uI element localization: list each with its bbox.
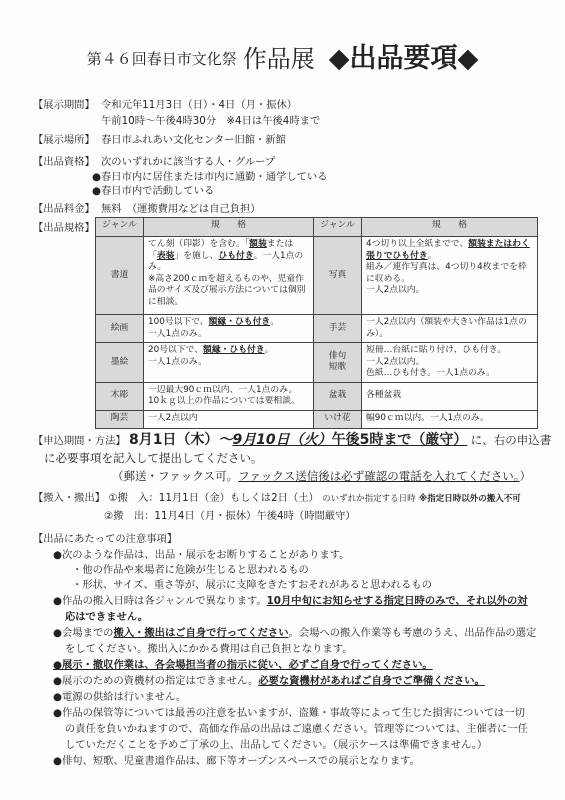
spec-text: または「 [148, 239, 294, 261]
fee-value: 無料 （運搬費用などは自己負担） [101, 203, 261, 215]
carry-out-prefix: ②搬 出： [104, 510, 155, 522]
note-item [53, 674, 485, 688]
apply-start-date: 8月1日（木） [128, 432, 219, 448]
spec-text: 短冊…台紙に貼り付け、ひも付き。 [366, 345, 507, 355]
carry-label: 【搬入・搬出】 [33, 492, 106, 504]
table-row [96, 343, 538, 383]
note-continuation: 応はできません。 [65, 611, 148, 623]
spec-text: 一人2点以内。 [366, 285, 425, 295]
spec-text: 10ｋｇ以上の作品については要相談。 [148, 396, 300, 406]
period-section [33, 98, 321, 127]
note-item: ●次のような作品は、出品・展示をお断りすることがあります。 [53, 549, 350, 561]
apply-line-3 [112, 469, 531, 483]
note-item: ●展示・撤収作業は、各会場担当者の指示に従い、必ずご自身で行ってください。 [53, 659, 433, 671]
note-text: ●会場までの [53, 627, 114, 639]
apply-section [33, 432, 551, 449]
period-line-1: 令和元年11月3日（日）・4日（月・振休） [101, 99, 298, 111]
apply-after: に、右の申込書 [470, 433, 552, 447]
venue-label: 【展示場所】 [33, 134, 95, 146]
spec-cell [144, 315, 314, 343]
genre-cell: 墨絵 [96, 343, 144, 383]
spec-text-emphasis: 額縁・ひも付き [203, 345, 265, 355]
note-continuation: をしてください。搬出入にかかる費用は自己負担となります。 [65, 643, 353, 655]
carry-in-note: ※指定日時以外の搬入不可 [418, 494, 521, 504]
spec-text-emphasis: 額装 [249, 239, 267, 249]
genre-cell: 手芸 [314, 315, 362, 343]
column-header: ジャンル [96, 218, 144, 237]
exhibit-name: 作品展 [242, 45, 315, 73]
genre-cell: 陶芸 [96, 410, 144, 428]
spec-cell: 一人2点以内 [144, 410, 314, 428]
spec-text: 4つ切り以上全紙までで、 [366, 239, 469, 249]
carry-in-small: のいずれか指定する日時 [322, 494, 416, 504]
spec-cell [144, 343, 314, 383]
eligibility-value: 次のいずれかに該当する人・グループ [101, 156, 276, 168]
note-item [53, 626, 536, 640]
spec-cell [362, 237, 538, 315]
genre-cell: 書道 [96, 237, 144, 315]
apply-tilde: ～ [218, 432, 233, 448]
spec-text: 一人1点のみ。 [148, 356, 207, 367]
note-continuation: の責任を負いかねますので、高価な作品の出品はご遠慮ください。管理等については、主催者に一任 [65, 723, 528, 735]
spec-text-emphasis: ひも付き [218, 250, 254, 261]
eligibility-section [33, 155, 276, 169]
spec-text-emphasis: 額縁・ひも付き [208, 317, 271, 327]
notes-label: 【出品にあたっての注意事項】 [33, 533, 178, 545]
apply-line-3-emphasis: ファックス送信後は必ず確認の電話を入れてください。 [238, 469, 520, 483]
genre-cell: 俳句 短歌 [314, 343, 362, 383]
document-title [0, 36, 565, 75]
spec-text: 。一人1点のみ。 [148, 250, 304, 272]
table-row [96, 410, 538, 428]
carry-out-value: 11月4日（月・振休）午後4時（時間厳守） [154, 510, 356, 522]
spec-note: ※高さ200ｃｍを超えるものや、児童作品のサイズ及び展示方法については個別に相談。 [148, 273, 306, 307]
note-subitem: ・他の作品や来場者に危険が生じると思われるもの [72, 564, 309, 576]
specs-table [95, 217, 538, 429]
genre-cell: いけ花 [314, 410, 362, 428]
carry-out [104, 509, 356, 523]
note-item: ●作品の保管等については最善の注意を払いますが、盗難・事故等によって生じた損害については一切 [53, 707, 525, 719]
spec-text: 一人1点のみ。 [148, 328, 207, 339]
period-line-2: 午前10時～午後4時30分 ※4日は午後4時まで [101, 115, 321, 127]
table-row [96, 382, 538, 410]
apply-line-2: に必要事項を記入して提出してください。 [44, 451, 263, 465]
column-header: ジャンル [314, 218, 362, 237]
spec-cell [144, 237, 314, 315]
spec-text: てん刻（印影）を含む。「 [148, 239, 250, 249]
festival-name: 第４６回春日市文化祭 [86, 50, 237, 68]
spec-text: 一人2点以内。 [366, 356, 425, 367]
note-text-emphasis: 搬入・搬出はご自身で行ってください [113, 627, 289, 639]
genre-cell: 写真 [314, 237, 362, 315]
fee-label: 【出品料金】 [33, 203, 95, 215]
carry-in-prefix: ①搬 入： [108, 492, 159, 504]
spec-text: 枠に収める。 [366, 262, 527, 284]
note-item: ●俳句、短歌、児童書道作品は、廊下等オープンスペースでの展示となります。 [53, 755, 420, 767]
note-text: ●作品の搬入日時は各ジャンルで異なります。 [53, 595, 267, 607]
note-subitem: ・形状、サイズ、重さ等が、展示に支障をきたすおそれがあると思われるもの [72, 579, 432, 591]
period-label: 【展示期間】 [33, 99, 95, 111]
apply-line-3-text: ） [519, 469, 532, 483]
note-text-emphasis: 必要な資機材があればご自身でご準備ください。 [258, 675, 485, 687]
spec-cell: 一人2点以内（額装や大きい作品は1点のみ）。 [362, 315, 538, 343]
spec-cell [362, 343, 538, 383]
eligibility-item: ●春日市内で活動している [92, 185, 215, 197]
note-continuation: していただくことを予めご了承の上、出品してください。（展示ケースは準備できません。） [65, 739, 488, 751]
table-header-row [96, 218, 538, 237]
spec-text: 。 [264, 345, 274, 355]
eligibility-label: 【出品資格】 [33, 156, 95, 168]
genre-cell: 木彫 [96, 382, 144, 410]
spec-cell: 幅90ｃｍ以内。一人1点のみ。 [362, 410, 538, 428]
apply-label: 【申込期間・方法】 [33, 435, 126, 447]
spec-cell [144, 382, 314, 410]
table-row [96, 237, 538, 315]
fee-section [33, 202, 261, 216]
spec-text: 一辺最大90ｃｍ以内、一人1点のみ。 [148, 384, 298, 395]
spec-text: 100号以下で、 [148, 317, 209, 327]
venue-value: 春日市ふれあい文化センター旧館・新館 [101, 134, 286, 146]
genre-cell: 絵画 [96, 315, 144, 343]
spec-text-emphasis: 額装またはわく張りでひも付き [366, 239, 530, 261]
column-header: 規 格 [144, 218, 314, 237]
apply-line-3-text: （郵送・ファックス可。 [112, 469, 239, 483]
spec-text: 」を施し、 [174, 250, 219, 261]
column-header: 規 格 [362, 218, 538, 237]
spec-text: 。 [427, 250, 437, 261]
note-item [53, 594, 528, 608]
note-text-emphasis: 10月中旬にお知らせする指定日時のみで、それ以外の対 [266, 595, 528, 607]
title-heading: ◆出品要項◆ [328, 43, 479, 74]
table-row [96, 315, 538, 343]
spec-text: 色紙…ひも付き。一人1点のみ。 [366, 368, 495, 378]
note-text: ●展示のための資機材の指定はできません。 [53, 675, 259, 687]
spec-text-emphasis: 表装 [156, 250, 175, 261]
note-item: ●電源の供給は行いません。 [53, 691, 187, 703]
apply-deadline: 午後5時まで（厳守） [331, 432, 468, 448]
apply-end-date: 9月10日（火） [232, 432, 332, 448]
carry-section [33, 491, 521, 506]
genre-cell: 盆栽 [314, 382, 362, 410]
spec-cell: 各種盆栽 [362, 382, 538, 410]
spec-text: 。 [270, 317, 280, 327]
spec-text: 組み／連作写真は、4つ切り4枚までを [366, 262, 518, 272]
venue-section [33, 133, 286, 147]
eligibility-item: ●春日市内に居住または市内に通勤・通学している [92, 171, 328, 183]
carry-in-value: 11月1日（金）もしくは2日（土） [158, 492, 319, 504]
specs-label: 【出品規格】 [33, 222, 95, 234]
spec-text: 20号以下で、 [148, 345, 204, 355]
note-text: 。会場への搬入作業等も考慮のうえ、出品作品の選定 [288, 627, 537, 639]
